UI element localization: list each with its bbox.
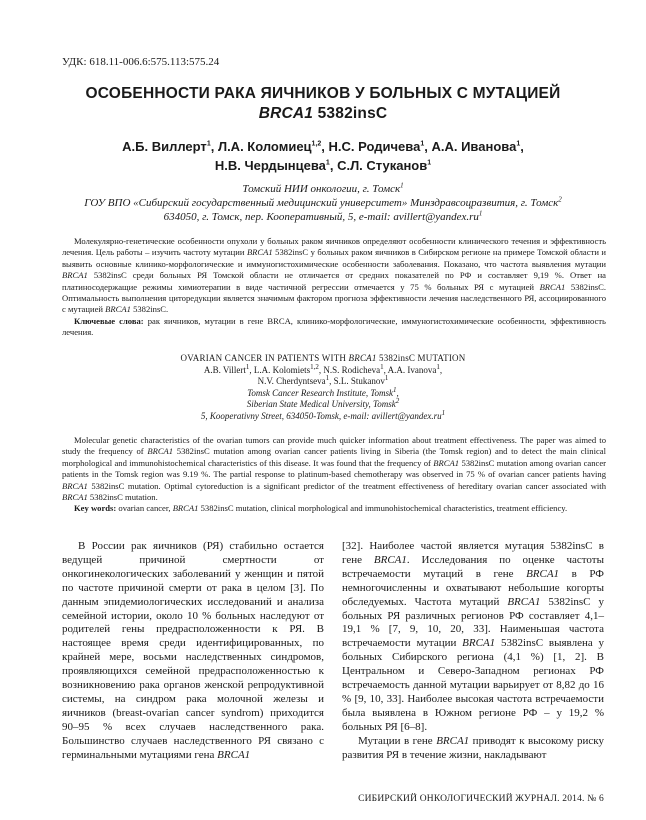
body-right-gene: BRCA1 xyxy=(436,734,470,747)
body-right-text: [32]. Наиболее частой является мутация 5382insC в гене xyxy=(342,540,604,566)
english-header xyxy=(40,353,606,423)
body-right-column xyxy=(342,540,604,763)
en-inst-1-text: Tomsk Cancer Research Institute, Tomsk xyxy=(247,387,393,398)
affiliations-ru xyxy=(30,182,616,224)
body-left-gene: BRCA1 xyxy=(217,748,251,761)
en-author-4-sup: 1 xyxy=(436,362,440,371)
author-1-sup: 1 xyxy=(206,140,211,148)
english-inst-1 xyxy=(40,385,606,400)
english-inst-2 xyxy=(40,399,606,411)
en-author-5-sup: 1 xyxy=(325,374,330,383)
body-right-text: приводят к высокому риску развития РЯ в течение жизни, накладывают xyxy=(342,734,604,761)
abstract-ru-part: 5382insC среди больных РЯ Томской области не отличается от средних показателей по РФ и составляет 9,19 %. Ответ на платиносодержащие режимы химиотерапии в виде частичной регрессии отмечается у 75 % больных РЯ с мутацией xyxy=(62,270,606,292)
abstract-en-part: Molecular genetic characteristics of the ovarian tumors can provide much quicker information about treatment effectiveness. The paper was aimed to study the frequency of xyxy=(62,435,606,457)
abstract-en-gene: BRCA1 xyxy=(62,492,88,503)
body-right-gene: BRCA1 xyxy=(462,637,496,650)
abstract-ru-gene: BRCA1 xyxy=(539,281,566,292)
title-line-2 xyxy=(40,104,606,124)
body-right-paragraph-1 xyxy=(342,540,604,735)
author-5-sup: 1 xyxy=(325,159,330,167)
body-right-text: . Исследования по оценке частоты встречаемости мутаций в гене xyxy=(342,553,604,580)
body-right-gene: BRCA1 xyxy=(526,567,560,580)
body-left-paragraph xyxy=(62,540,324,763)
en-inst-1-end: , xyxy=(396,387,399,398)
english-authors-line-1 xyxy=(40,362,606,377)
affiliation-2 xyxy=(30,196,616,210)
keywords-ru xyxy=(62,316,606,339)
body-right-text: в РФ немногочисленны и охватывают небольшие когорты обследуемых. Частота мутаций xyxy=(342,567,604,608)
body-left-column xyxy=(62,540,324,763)
affiliation-2-sup: 2 xyxy=(558,195,562,204)
en-author-3: , N.S. Rodicheva xyxy=(318,364,381,375)
keywords-ru-label: Ключевые слова: xyxy=(74,315,144,326)
title-mutation: 5382insC xyxy=(313,105,388,122)
title-line-1: ОСОБЕННОСТИ РАКА ЯИЧНИКОВ У БОЛЬНЫХ С МУТАЦИЕЙ xyxy=(85,85,561,102)
author-2-sup: 1,2 xyxy=(311,140,322,148)
abstract-ru-text xyxy=(62,236,606,316)
author-4: А.А. Иванова xyxy=(431,139,517,154)
affiliation-1-sup: 1 xyxy=(400,181,404,190)
keywords-ru-text: рак яичников, мутации в гене BRCA, клинико-морфологические, иммуногистохимические особенности, эффективность лечения. xyxy=(62,315,606,338)
body-right-paragraph-2 xyxy=(342,735,604,763)
body-right-text: 5382insC у больных РЯ различных регионов РФ составляет 4,1–19,1 % [7, 9, 10, 20, 33]. Наименьшая частота встречаемости мутации xyxy=(342,595,604,650)
journal-footer: СИБИРСКИЙ ОНКОЛОГИЧЕСКИЙ ЖУРНАЛ. 2014. № 6 xyxy=(358,794,604,804)
affiliation-1 xyxy=(30,182,616,196)
author-3: Н.С. Родичева xyxy=(328,139,421,154)
abstract-ru-part: 5382insC. xyxy=(130,304,169,315)
keywords-en-pre: ovarian cancer, xyxy=(116,503,173,514)
en-author-2-sup: 1,2 xyxy=(310,362,319,371)
abstract-en-gene: BRCA1 xyxy=(62,480,88,491)
abstract-en-part: 5382insC mutation. Optimal cytoreduction is a significant predictor of the treatment effectiveness of hereditary ovarian cancer associated with xyxy=(87,480,606,491)
affiliation-address xyxy=(30,210,616,224)
abstract-ru-part: 5382insC у больных раком яичников в Сибирском регионе на примере Томской области и выявить основные клинико-морфологические и иммуногистохимические особенности заболевания. Показано, что частота выявления мутации xyxy=(62,247,606,269)
en-address-sup: 1 xyxy=(441,408,446,417)
english-address xyxy=(40,408,606,423)
en-inst-2-sup: 2 xyxy=(395,397,400,406)
en-author-6-sup: 1 xyxy=(384,374,389,383)
en-inst-2-text: Siberian State Medical University, Tomsk xyxy=(246,399,396,410)
abstract-ru-part: Молекулярно-генетические особенности опухоли у больных раком яичников определяют особенности клинического течения и эффективность лечения. Цель работы – изучить частоту мутации xyxy=(62,236,606,258)
author-2: Л.А. Коломиец xyxy=(217,139,312,154)
authors-line-1: А.Б. Виллерт$^1$, Л.А. Коломиец$^{1,2}$, Н.С. Родичева$^1$, А.А. Иванова$^1$, xyxy=(122,139,524,154)
title-gene: BRCA1 xyxy=(258,105,314,122)
en-inst-1-sup: 1 xyxy=(393,385,397,394)
body-left-text: В России рак яичников (РЯ) стабильно остается ведущей причиной смертности от онкогинекологических заболеваний у женщин и пятой по частоте причиной смерти от рака в целом [3]. По данным эпидемиологических исследований и анализа семейной истории, около 10 % больных наследуют от родителей гены предрасположенности к РЯ. В настоящее время среди идентифицированных, по крайней мере, восьми наследственных синдромов, проявляющихся семейной предрасположенностью к возникновению рака органов женской репродуктивной системы, на синдром рака молочной железы и яичников (breast-ovarian cancer syndrom) приходится 90–95 % всех случаев наследственного рака. Большинство случаев наследственного РЯ связано с герминальными мутациями гена xyxy=(62,540,324,761)
authors-line-2: Н.В. Чердынцева$^1$, С.Л. Стуканов$^1$ xyxy=(214,158,432,173)
keywords-en xyxy=(62,503,606,514)
english-authors-line-2 xyxy=(40,376,606,388)
author-3-sup: 1 xyxy=(420,140,425,148)
abstract-ru-gene: BRCA1 xyxy=(246,247,273,258)
abstract-en xyxy=(62,435,606,515)
english-title-pre: OVARIAN CANCER IN PATIENTS WITH xyxy=(180,353,349,363)
abstract-en-part: 5382insC mutation. xyxy=(87,492,158,503)
keywords-en-post: 5382insC mutation, clinical morphological and immunohistochemical characteristics, treatment efficiency. xyxy=(198,503,568,514)
affiliation-address-text: 634050, г. Томск, пер. Кооперативный, 5, e-mail: avillert@yandex.ru xyxy=(163,211,479,223)
abstract-en-text xyxy=(62,435,606,503)
author-1: А.Б. Виллерт xyxy=(122,139,207,154)
english-title-gene: BRCA1 xyxy=(348,353,377,363)
abstract-ru xyxy=(62,236,606,339)
article-title xyxy=(40,84,606,124)
keywords-en-gene: BRCA1 xyxy=(172,503,199,514)
en-author-5: N.V. Cherdyntseva xyxy=(257,376,326,387)
abstract-ru-gene: BRCA1 xyxy=(105,304,131,315)
abstract-en-part: 5382insC mutation among ovarian cancer patients living in Siberia (the Tomsk region) and to detect the main clinical morphological and immunohistochemical characteristics of this disease. It was found that the frequency of xyxy=(62,446,606,468)
keywords-en-label: Key words: xyxy=(74,503,117,514)
author-6: С.Л. Стуканов xyxy=(337,158,428,173)
author-5: Н.В. Чердынцева xyxy=(214,158,326,173)
body-right-gene: BRCA1 xyxy=(507,595,541,608)
author-6-sup: 1 xyxy=(427,159,432,167)
en-author-4: , A.A. Ivanova xyxy=(383,364,437,375)
abstract-ru-part: 5382insC. Оптимальность выполнения циторедукции является значимым фактором прогноза эффективности лечения наследственного РЯ, ассоциированного с мутацией xyxy=(62,281,607,315)
en-author-1: A.B. Villert xyxy=(203,364,246,375)
udk-code: УДК: 618.11-006.6:575.113:575.24 xyxy=(62,56,220,68)
en-author-2: , L.A. Kolomiets xyxy=(249,364,311,375)
affiliation-1-text: Томский НИИ онкологии, г. Томск xyxy=(242,183,401,195)
author-4-sup: 1 xyxy=(516,140,521,148)
abstract-ru-gene: BRCA1 xyxy=(62,270,88,281)
en-author-6: , S.L. Stukanov xyxy=(329,376,385,387)
body-right-text: 5382insC выявлена у больных Сибирского региона (4,1 %) [1, 2]. В Центральном и Северо-Западном регионах РФ встречаемость данной мутации варьирует от 8,82 до 16 % [9, 10, 33]. Наиболее высокая частота встречаемости была выявлена в Южном регионе РФ – у 19,2 % больных РЯ [6–8]. xyxy=(342,637,604,733)
body-right-gene: BRCA1 xyxy=(373,553,407,566)
body-right-text: Мутации в гене xyxy=(358,734,437,747)
abstract-en-gene: BRCA1 xyxy=(433,457,460,468)
en-author-3-sup: 1 xyxy=(380,362,384,371)
english-title-post: 5382insC MUTATION xyxy=(376,353,466,363)
en-address-text: 5, Kooperativny Street, 634050-Tomsk, e-mail: avillert@yandex.ru xyxy=(200,410,442,421)
en-author-1-sup: 1 xyxy=(245,362,250,371)
en-author-4-end: , xyxy=(439,364,443,375)
affiliation-2-text: ГОУ ВПО «Сибирский государственный медицинский университет» Минздравсоцразвития, г. Томск xyxy=(84,197,559,209)
authors-ru xyxy=(40,137,606,175)
english-title xyxy=(40,353,606,365)
abstract-en-part: 5382insC mutation among ovarian cancer patients in the Tomsk region was 9.19 %. The partial response to platinum-based chemotherapy was observed in 75 % of ovarian cancer patients having xyxy=(62,457,606,480)
affiliation-address-sup: 1 xyxy=(478,209,483,218)
abstract-en-gene: BRCA1 xyxy=(147,446,174,457)
